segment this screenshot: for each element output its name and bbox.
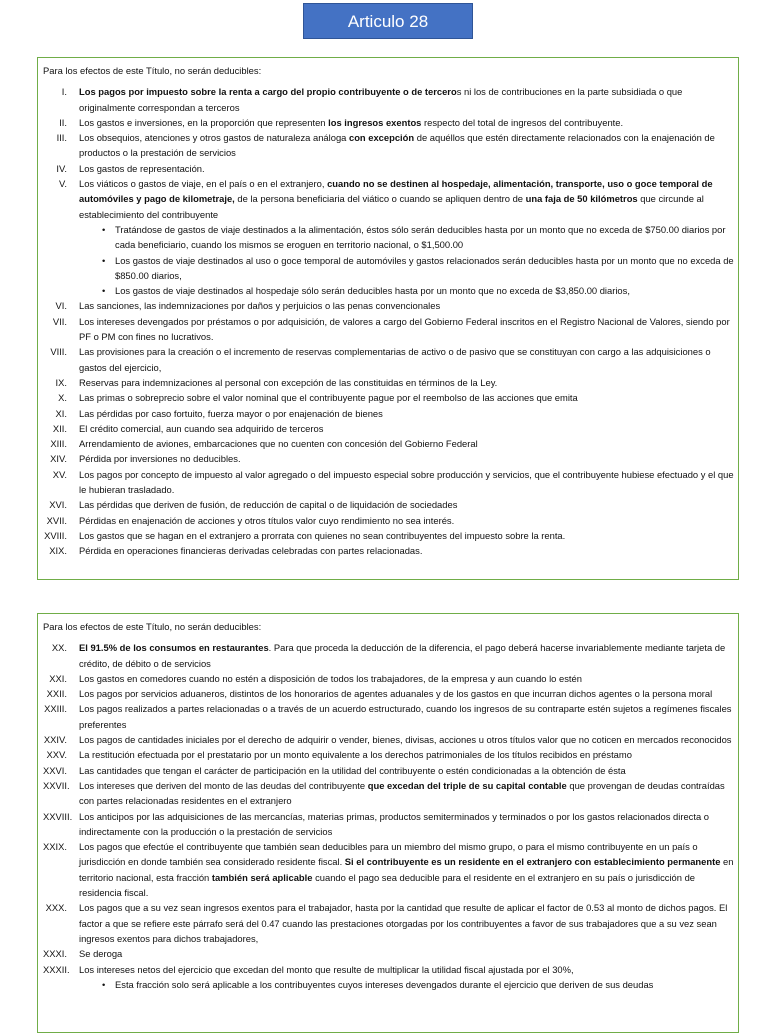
- body-text: Arrendamiento de aviones, embarcaciones que no cuenten con concesión del Gobierno Federal: [79, 438, 478, 450]
- body-text: Las provisiones para la creación o el incremento de reservas complementarias de activo o de pasivo que se constituyan con cargo a las adquisiciones o gastos del ejercicio,: [79, 346, 711, 373]
- fraction-number: VI.: [55, 300, 67, 312]
- fraction-text: [79, 130, 734, 161]
- body-text: cuando el pago sea deducible para el residente en el extranjero en su país o jurisdicción de residencia fiscal.: [79, 871, 696, 899]
- fraction-text: [79, 421, 734, 436]
- fraction-number: XIII.: [50, 438, 67, 450]
- body-text: Los pagos de cantidades iniciales por el derecho de adquirir o vender, bienes, divisas, acciones u otros títulos valor que no coticen en mercados reconocidos: [79, 734, 732, 746]
- fraction-number: III.: [56, 132, 67, 144]
- fraction-item: [43, 344, 734, 375]
- fraction-item: [43, 421, 734, 436]
- body-text: La restitución efectuada por el prestatario por un monto equivalente a los derechos patrimoniales de los títulos recibidos en préstamo: [79, 749, 632, 761]
- fraction-number: XVI.: [49, 499, 67, 511]
- body-text: . Para que proceda la deducción de la diferencia, el pago deberá hacerse invariablemente mediante tarjeta de crédito, de débito o de servicios: [79, 642, 726, 669]
- fraction-text: [79, 778, 734, 809]
- body-text: Los gastos en comedores cuando no estén a disposición de todos los trabajadores, de la empresa y aun cuando lo estén: [79, 672, 582, 684]
- fraction-number: XXV.: [46, 749, 67, 761]
- fraction-number: XXX.: [45, 902, 67, 914]
- fraction-item: [43, 436, 734, 451]
- fraction-item: [43, 161, 734, 176]
- body-text: Pérdida por inversiones no deducibles.: [79, 453, 241, 465]
- fraction-text: [79, 298, 734, 313]
- fraction-number: XXIX.: [43, 841, 67, 853]
- bullet-list: [79, 222, 734, 298]
- fraction-text: [79, 451, 734, 466]
- fraction-item: [43, 732, 734, 747]
- fraction-text: [79, 732, 734, 747]
- emphasis-text: que excedan del triple de su capital contable: [367, 779, 567, 791]
- fraction-number: XXIV.: [43, 734, 67, 746]
- fraction-number: X.: [58, 392, 67, 404]
- body-text: Los intereses netos del ejercicio que excedan del monto que resulte de multiplicar la utilidad fiscal ajustada por el 30%,: [79, 963, 574, 975]
- body-text: Reservas para indemnizaciones al personal con excepción de las constituidas en términos de la Ley.: [79, 376, 498, 388]
- fraction-number: IX.: [55, 376, 67, 388]
- fraction-number: XII.: [52, 422, 67, 434]
- body-text: Los gastos de representación.: [79, 162, 205, 174]
- fraction-number: V.: [59, 178, 67, 190]
- article-title: Articulo 28: [303, 3, 473, 39]
- fraction-text: [79, 839, 734, 900]
- fraction-item: [43, 900, 734, 946]
- body-text: Los viáticos o gastos de viaje, en el país o en el extranjero,: [79, 178, 328, 190]
- emphasis-text: con excepción: [348, 132, 415, 144]
- body-text: respecto del total de ingresos del contribuyente.: [421, 116, 624, 128]
- fraction-text: [79, 640, 734, 671]
- fraction-item: [43, 84, 734, 115]
- fraction-text: [79, 406, 734, 421]
- fraction-text: [79, 161, 734, 176]
- bullet-item: • Los gastos de viaje destinados al uso o goce temporal de automóviles y gastos relacionados serán deducibles hasta por un monto que no exceda de $850.00 diarios,: [115, 253, 734, 284]
- body-text: Pérdida en operaciones financieras derivadas celebradas con partes relacionadas.: [79, 545, 423, 557]
- fraction-item: [43, 314, 734, 345]
- body-text: El crédito comercial, aun cuando sea adquirido de terceros: [79, 422, 324, 434]
- bullet-item: • Tratándose de gastos de viaje destinados a la alimentación, éstos sólo serán deducibles hasta por un monto que no exceda de $750.00 diarios por cada beneficiario, cuando los mismos se eroguen en territorio nacional, o $1,500.00: [115, 222, 734, 253]
- fraction-number: IV.: [56, 162, 67, 174]
- fraction-item: [43, 115, 734, 130]
- fraction-text: [79, 900, 734, 946]
- fraction-number: II.: [59, 116, 67, 128]
- fraction-item: [43, 671, 734, 686]
- panel-intro: Para los efectos de este Título, no serán deducibles:: [43, 65, 262, 76]
- deductions-panel-1: [37, 57, 739, 580]
- emphasis-text: los ingresos exentos: [328, 116, 422, 128]
- fraction-text: [79, 513, 734, 528]
- fraction-item: [43, 390, 734, 405]
- fraction-item: [43, 406, 734, 421]
- fraction-item: [43, 130, 734, 161]
- body-text: Las sanciones, las indemnizaciones por daños y perjuicios o las penas convencionales: [79, 300, 441, 312]
- fraction-number: XXVI.: [43, 764, 67, 776]
- emphasis-text: también será aplicable: [211, 871, 313, 883]
- fraction-list: [43, 84, 734, 558]
- fraction-item: [43, 543, 734, 558]
- fraction-text: [79, 946, 734, 961]
- fraction-number: XXXI.: [43, 948, 67, 960]
- fraction-number: XXII.: [46, 688, 67, 700]
- body-text: Las primas o sobreprecio sobre el valor nominal que el contribuyente pague por el reembolso de las acciones que emita: [79, 392, 578, 404]
- fraction-item: [43, 763, 734, 778]
- fraction-text: [79, 528, 734, 543]
- body-text: Los pagos que efectúe el contribuyente que también sean deducibles para un miembro del mismo grupo, o para el mismo contribuyente en un país o jurisdicción en donde también sea considerado residente fiscal.: [79, 841, 698, 868]
- fraction-number: XVIII.: [44, 529, 67, 541]
- fraction-item: [43, 809, 734, 840]
- fraction-number: VII.: [52, 315, 67, 327]
- fraction-text: [79, 115, 734, 130]
- body-text: Las pérdidas que deriven de fusión, de reducción de capital o de liquidación de sociedades: [79, 499, 458, 511]
- fraction-text: [79, 436, 734, 451]
- fraction-number: I.: [61, 86, 67, 98]
- fraction-text: [79, 344, 734, 375]
- fraction-number: XIX.: [49, 545, 67, 557]
- body-text: Los pagos realizados a partes relacionadas o a través de un acuerdo estructurado, cuando los ingresos de su contraparte estén sujetos a regímenes fiscales preferentes: [79, 703, 732, 730]
- fraction-item: [43, 778, 734, 809]
- fraction-number: XIV.: [50, 453, 67, 465]
- fraction-text: [79, 747, 734, 762]
- emphasis-text: El 91.5% de los consumos en restaurantes: [79, 642, 269, 654]
- fraction-text: [79, 176, 734, 298]
- fraction-number: XXVIII.: [43, 810, 73, 822]
- fraction-list: [43, 640, 734, 992]
- bullet-list: [79, 977, 734, 992]
- fraction-item: [43, 451, 734, 466]
- body-text: Los pagos por concepto de impuesto al valor agregado o del impuesto especial sobre producción y servicios, que el contribuyente hubiese efectuado y el que le hubieran trasladado.: [79, 468, 734, 496]
- fraction-number: XVII.: [46, 514, 67, 526]
- fraction-text: [79, 686, 734, 701]
- fraction-text: [79, 763, 734, 778]
- fraction-text: [79, 375, 734, 390]
- fraction-text: [79, 497, 734, 512]
- fraction-text: [79, 962, 734, 993]
- body-text: Se deroga: [79, 948, 123, 960]
- body-text: Los obsequios, atenciones y otros gastos de naturaleza análoga: [79, 132, 349, 144]
- emphasis-text: cuando no se destinen al hospedaje, alimentación, transporte, uso o goce temporal de automóviles y pago de kilometraje,: [79, 178, 713, 205]
- emphasis-text: una faja de 50 kilómetros: [525, 193, 638, 205]
- deductions-panel-2: [37, 613, 739, 1033]
- body-text: de aquéllos que estén directamente relacionados con la enajenación de productos o la prestación de servicios: [79, 132, 715, 159]
- body-text: en territorio nacional, esta fracción: [79, 856, 734, 883]
- body-text: Las pérdidas por caso fortuito, fuerza mayor o por enajenación de bienes: [79, 407, 383, 419]
- fraction-text: [79, 543, 734, 558]
- body-text: Los pagos por servicios aduaneros, distintos de los honorarios de agentes aduanales y de los gastos en que incurran dichos agentes o la persona moral: [79, 688, 713, 700]
- fraction-item: [43, 528, 734, 543]
- body-text: Los pagos que a su vez sean ingresos exentos para el trabajador, hasta por la cantidad que resulte de aplicar el factor de 0.53 al monto de dichos pagos. El factor a que se refiere este párrafo será del 0.47 cuando las prestaciones otorgadas por los contribuyentes a favor de sus trabajadores que a su vez sean ingresos exentos para dichos trabajadores,: [79, 902, 728, 944]
- fraction-item: [43, 946, 734, 961]
- body-text: Los gastos e inversiones, en la proporción que representen: [79, 116, 329, 128]
- emphasis-text: Los pagos por impuesto sobre la renta a cargo del propio contribuyente o de tercero: [79, 86, 457, 98]
- fraction-item: [43, 497, 734, 512]
- fraction-number: XV.: [52, 468, 67, 480]
- fraction-number: XI.: [55, 407, 67, 419]
- body-text: Las cantidades que tengan el carácter de participación en la utilidad del contribuyente o estén condicionadas a la obtención de ésta: [79, 764, 626, 776]
- bullet-item: • Los gastos de viaje destinados al hospedaje sólo serán deducibles hasta por un monto que no exceda de $3,850.00 diarios,: [115, 283, 734, 298]
- fraction-item: [43, 640, 734, 671]
- body-text: s ni los de contribuciones en la parte subsidiada o que originalmente correspondan a terceros: [79, 86, 683, 113]
- body-text: Pérdidas en enajenación de acciones y otros títulos valor cuyo rendimiento no sea interés.: [79, 514, 455, 526]
- bullet-item: • Esta fracción solo será aplicable a los contribuyentes cuyos intereses devengados durante el ejercicio que deriven de sus deudas: [115, 977, 734, 992]
- fraction-item: [43, 513, 734, 528]
- fraction-text: [79, 701, 734, 732]
- fraction-number: VIII.: [50, 346, 67, 358]
- fraction-item: [43, 701, 734, 732]
- body-text: que circunde al establecimiento del contribuyente: [79, 193, 704, 220]
- body-text: que provengan de deudas contraídas con partes relacionadas residentes en el extranjero: [79, 779, 725, 807]
- fraction-number: XXI.: [49, 672, 67, 684]
- fraction-text: [79, 390, 734, 405]
- panel-intro: Para los efectos de este Título, no serán deducibles:: [43, 621, 262, 632]
- fraction-item: [43, 747, 734, 762]
- fraction-number: XXXII.: [43, 963, 70, 975]
- body-text: Los anticipos por las adquisiciones de las mercancías, materias primas, productos semiterminados y terminados o por los gastos relacionados directa o indirectamente con la producción o la prestación de servicios: [79, 810, 709, 837]
- fraction-item: [43, 467, 734, 498]
- fraction-item: [43, 176, 734, 298]
- body-text: Los gastos que se hagan en el extranjero a prorrata con quienes no sean contribuyentes del impuesto sobre la renta.: [79, 529, 566, 541]
- body-text: Los intereses devengados por préstamos o por adquisición, de valores a cargo del Gobierno Federal inscritos en el Registro Nacional de Valores, siendo por PF o PM con fines no lucrativos.: [79, 315, 730, 343]
- body-text: de la persona beneficiaria del viático o cuando se apliquen dentro de: [234, 193, 526, 205]
- fraction-text: [79, 84, 734, 115]
- fraction-number: XX.: [51, 642, 67, 654]
- fraction-text: [79, 467, 734, 498]
- fraction-text: [79, 809, 734, 840]
- fraction-item: [43, 686, 734, 701]
- emphasis-text: Si el contribuyente es un residente en el extranjero con establecimiento permanente: [344, 856, 721, 868]
- fraction-item: [43, 962, 734, 993]
- fraction-item: [43, 839, 734, 900]
- fraction-text: [79, 671, 734, 686]
- fraction-text: [79, 314, 734, 345]
- body-text: Los intereses que deriven del monto de las deudas del contribuyente: [79, 779, 368, 791]
- fraction-item: [43, 375, 734, 390]
- fraction-number: XXIII.: [44, 703, 67, 715]
- fraction-item: [43, 298, 734, 313]
- fraction-number: XXVII.: [43, 779, 70, 791]
